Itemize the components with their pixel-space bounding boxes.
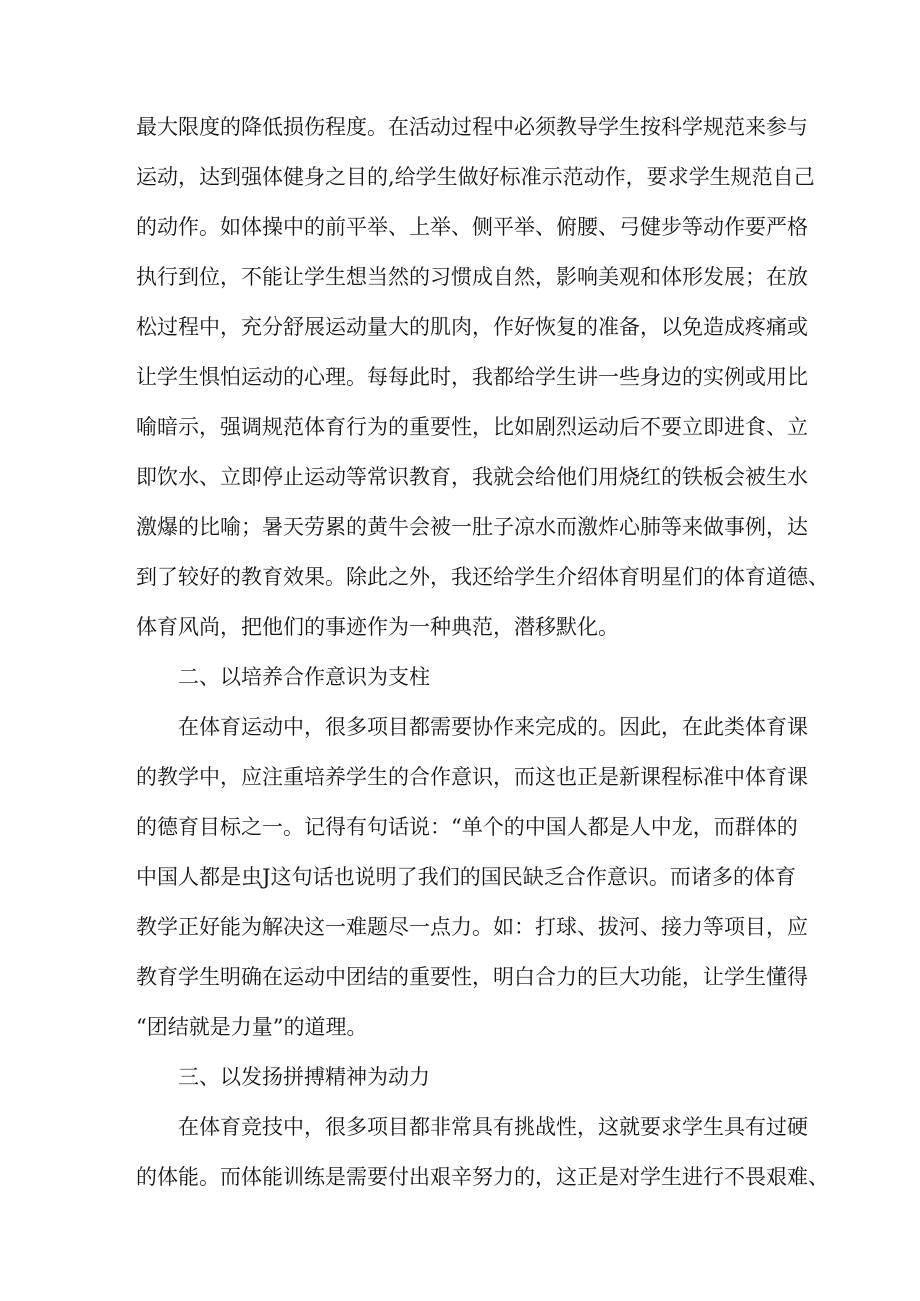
paragraph-line: 体育风尚，把他们的事迹作为一种典范，潜移默化。 <box>136 615 619 639</box>
paragraph-line: 的体能。而体能训练是需要付出艰辛努力的，这正是对学生进行不畏艰难、 <box>136 1165 829 1189</box>
paragraph-line: 中国人都是虫J这句话也说明了我们的国民缺乏合作意识。而诸多的体育 <box>136 865 796 889</box>
paragraph-line: 让学生惧怕运动的心理。每每此时，我都给学生讲一些身边的实例或用比 <box>136 365 808 389</box>
paragraph-line: 最大限度的降低损伤程度。在活动过程中必须教导学生按科学规范来参与 <box>136 115 808 139</box>
paragraph-line: 激爆的比喻；暑天劳累的黄牛会被一肚子凉水而激炸心肺等来做事例，达 <box>136 515 808 539</box>
paragraph-line: 教学正好能为解决这一难题尽一点力。如：打球、拔河、接力等项目，应 <box>136 915 808 939</box>
paragraph-line: 在体育运动中，很多项目都需要协作来完成的。因此，在此类体育课 <box>178 715 808 739</box>
paragraph-line: 的教学中，应注重培养学生的合作意识，而这也正是新课程标准中体育课 <box>136 765 808 789</box>
paragraph-line: 即饮水、立即停止运动等常识教育，我就会给他们用烧红的铁板会被生水 <box>136 465 808 489</box>
paragraph-line: 在体育竞技中，很多项目都非常具有挑战性，这就要求学生具有过硬 <box>178 1115 808 1139</box>
paragraph-line: 松过程中，充分舒展运动量大的肌肉，作好恢复的准备，以免造成疼痛或 <box>136 315 808 339</box>
paragraph-line: 教育学生明确在运动中团结的重要性，明白合力的巨大功能，让学生懂得 <box>136 965 808 989</box>
paragraph-line: 运动，达到强体健身之目的,给学生做好标准示范动作，要求学生规范自己 <box>136 165 815 189</box>
paragraph-line: “团结就是力量”的道理。 <box>136 1015 368 1039</box>
paragraph-line: 喻暗示，强调规范体育行为的重要性，比如剧烈运动后不要立即进食、立 <box>136 415 808 439</box>
paragraph-line: 的动作。如体操中的前平举、上举、侧平举、俯腰、弓健步等动作要严格 <box>136 215 808 239</box>
section-heading: 三、以发扬拼搏精神为动力 <box>178 1065 430 1089</box>
paragraph-line: 执行到位，不能让学生想当然的习惯成自然，影响美观和体形发展；在放 <box>136 265 808 289</box>
section-heading: 二、以培养合作意识为支柱 <box>178 665 430 689</box>
paragraph-line: 的德育目标之一。记得有句话说：“单个的中国人都是人中龙，而群体的 <box>136 815 798 839</box>
paragraph-line: 到了较好的教育效果。除此之外，我还给学生介绍体育明星们的体育道德、 <box>136 565 829 589</box>
